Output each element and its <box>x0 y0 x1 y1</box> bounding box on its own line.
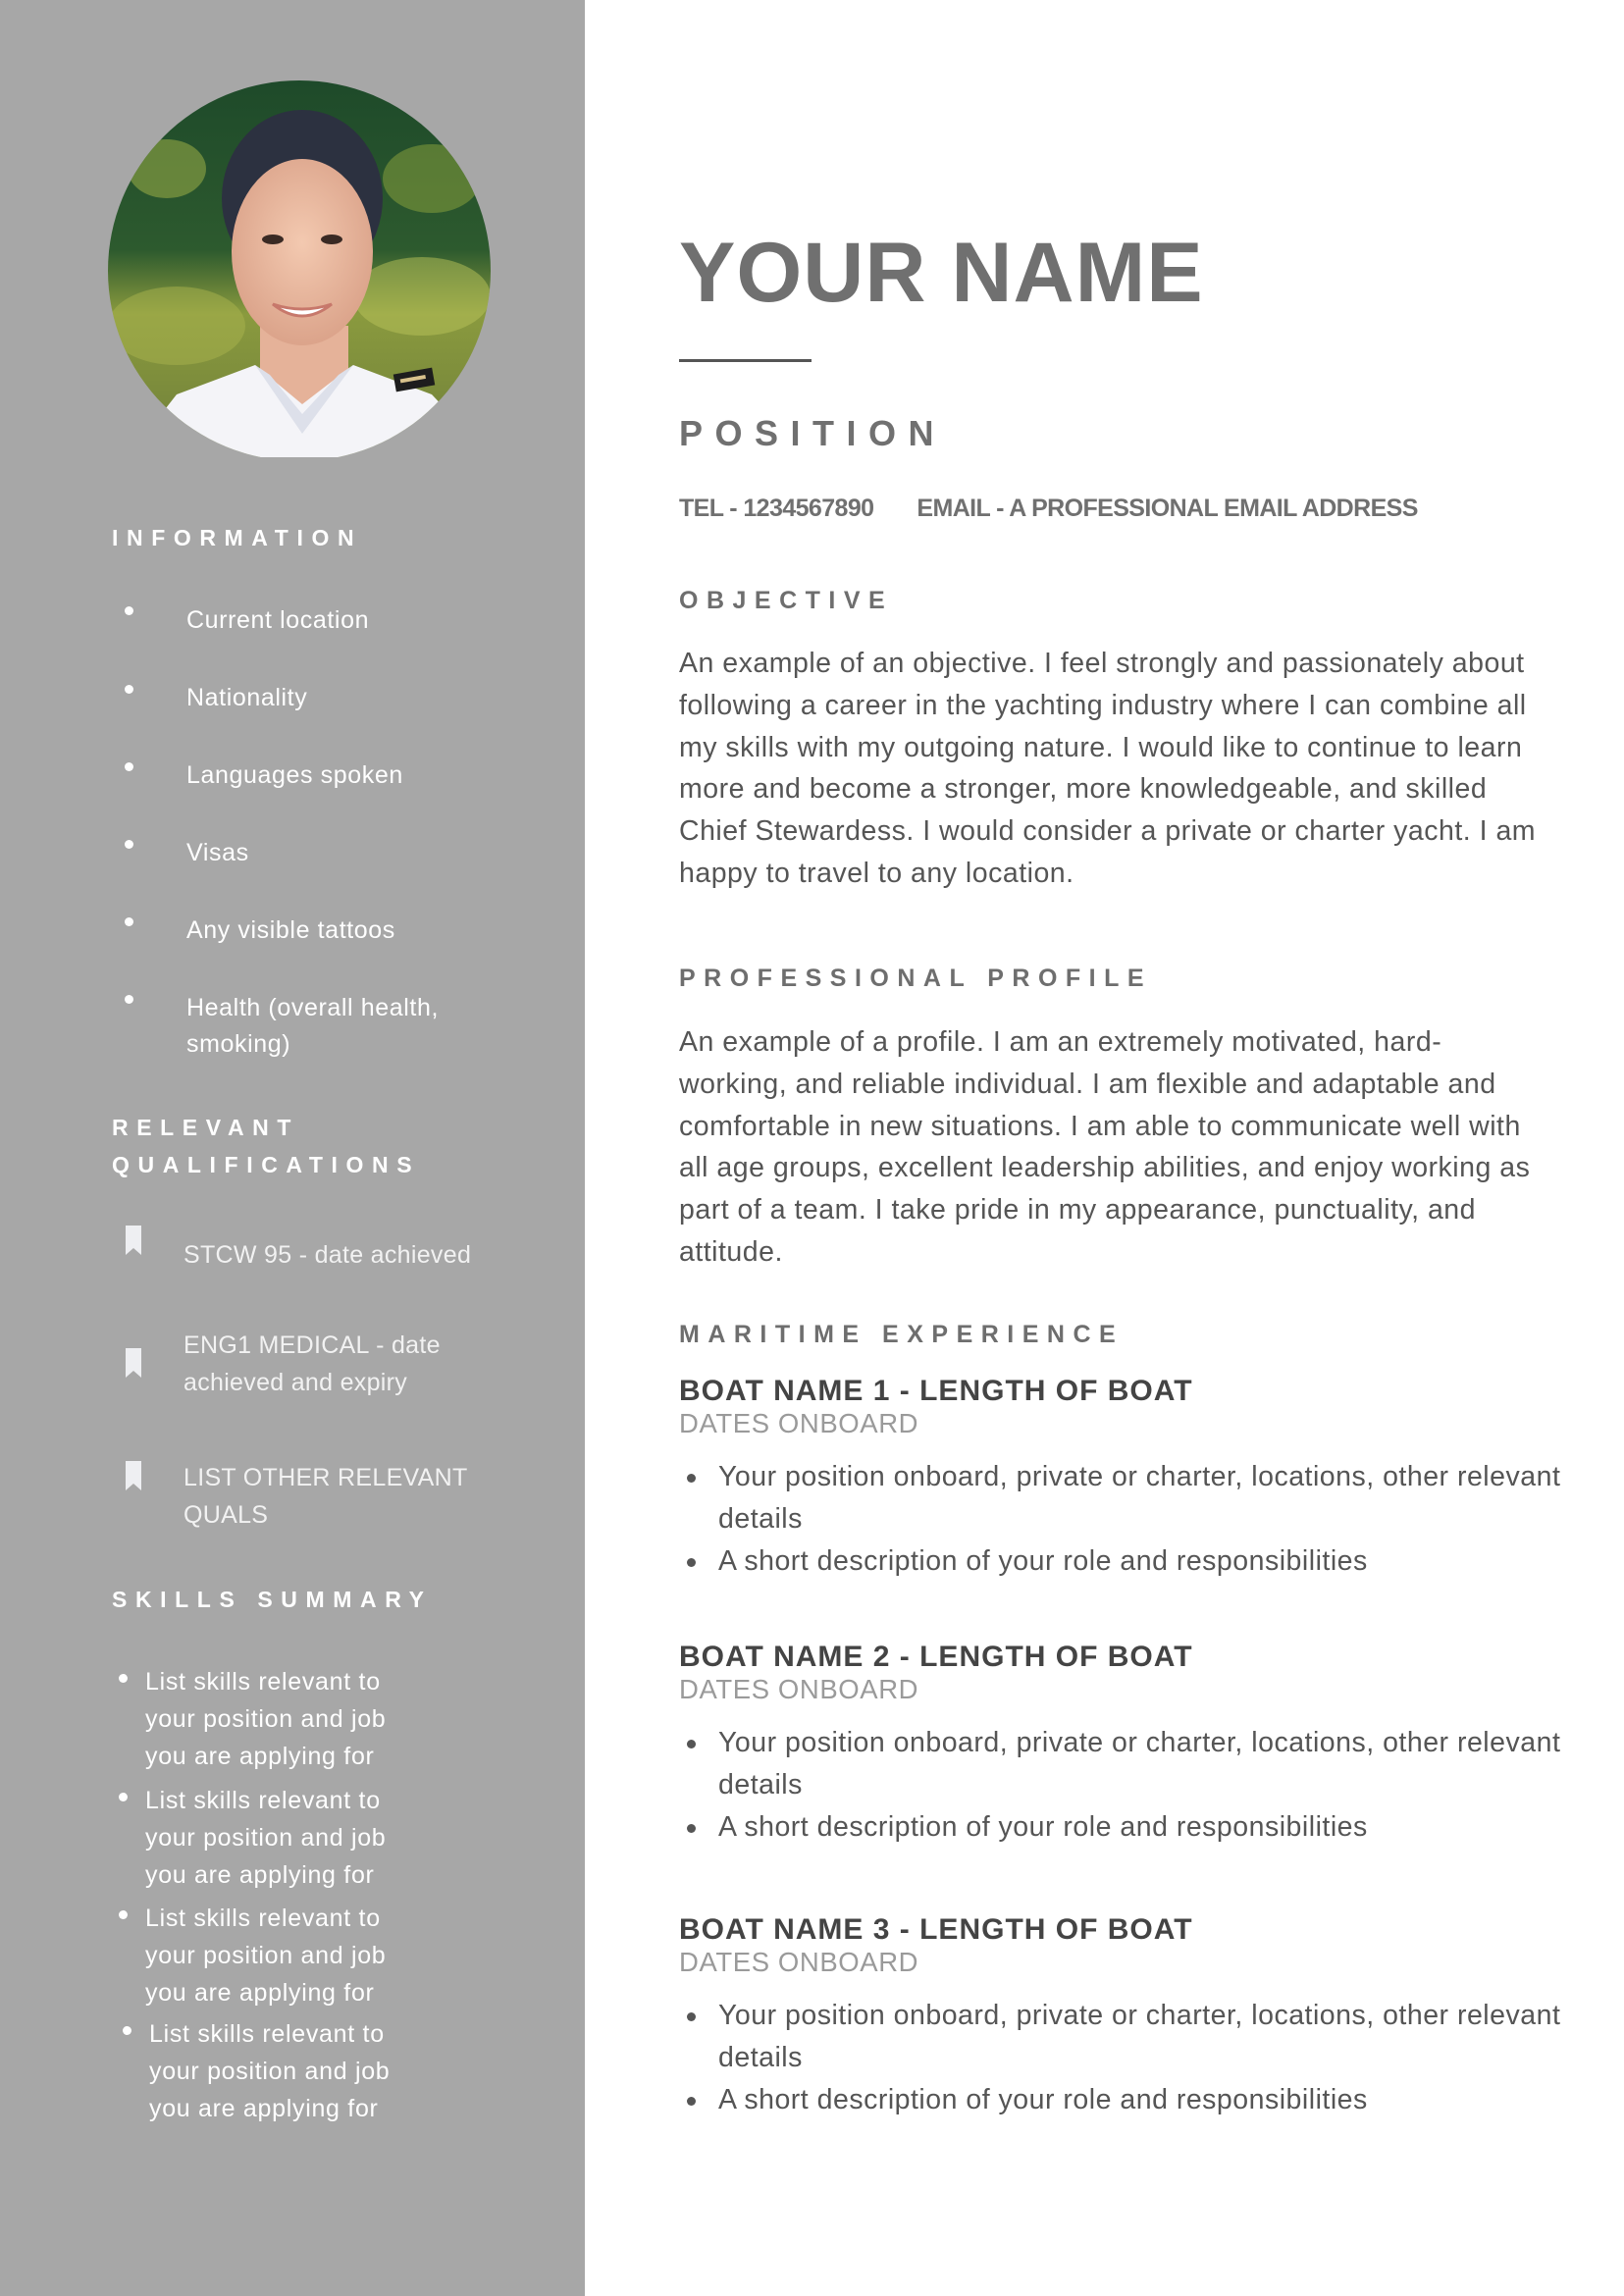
experience-bullet <box>679 1540 1562 1583</box>
skill-label: List skills relevant to your position and job you are applying for <box>145 1787 387 1889</box>
dates-onboard: DATES ONBOARD <box>679 1947 919 1977</box>
position-title: POSITION <box>679 413 947 453</box>
name-divider <box>679 359 812 362</box>
objective-text: An example of an objective. I feel strongly and passionately about following a career in the yachting industry where I can combine all my skills with my outgoing nature. I would like to continue to learn more and become a stronger, more knowledgeable, and skilled Chief Stewardess. I would consider a private or charter yacht. I am happy to travel to any location. <box>679 648 1537 889</box>
bullet-icon <box>687 1824 696 1833</box>
experience-bullet <box>679 2079 1562 2121</box>
bookmark-icon <box>126 1348 141 1378</box>
bullet-icon <box>119 1793 128 1801</box>
candidate-name: YOUR NAME <box>679 226 1204 320</box>
skill-label: List skills relevant to your position and job you are applying for <box>145 1905 387 2007</box>
telephone: TEL - 1234567890 <box>679 495 874 522</box>
experience-bullet <box>679 1806 1562 1849</box>
experience-bullets <box>679 1995 1562 2120</box>
experience-bullets <box>679 1456 1562 1582</box>
qualification-label: LIST OTHER RELEVANT QUALS <box>183 1464 468 1529</box>
skills-heading: SKILLS SUMMARY <box>112 1587 433 1612</box>
skill-label: List skills relevant to your position and job you are applying for <box>145 1668 387 1770</box>
boat-name: BOAT NAME 1 - LENGTH OF BOAT <box>679 1375 1193 1407</box>
qualification-label: STCW 95 - date achieved <box>183 1241 472 1269</box>
bullet-icon <box>687 2012 696 2021</box>
bullet-icon <box>125 685 133 694</box>
info-item-label: Languages spoken <box>186 761 403 789</box>
bullet-icon <box>125 762 133 771</box>
profile-photo <box>108 80 491 457</box>
information-heading: INFORMATION <box>112 525 363 550</box>
info-item-label: Health (overall health, smoking) <box>186 994 439 1058</box>
experience-entry <box>679 1372 1562 1582</box>
bullet-icon <box>125 917 133 926</box>
info-item-label: Current location <box>186 606 370 634</box>
experience-entry <box>679 1638 1562 1848</box>
bookmark-icon <box>126 1226 141 1255</box>
bullet-icon <box>687 1474 696 1483</box>
dates-onboard: DATES ONBOARD <box>679 1408 919 1438</box>
bullet-icon <box>125 606 133 615</box>
experience-heading: MARITIME EXPERIENCE <box>679 1321 1125 1348</box>
objective-heading: OBJECTIVE <box>679 587 894 614</box>
bullet-icon <box>687 1558 696 1567</box>
qualifications-heading-line2: QUALIFICATIONS <box>112 1152 421 1177</box>
experience-bullet <box>679 1722 1562 1806</box>
info-item-label: Any visible tattoos <box>186 916 395 944</box>
bullet-text: Your position onboard, private or charter, locations, other relevant details <box>718 1461 1561 1535</box>
email: EMAIL - A PROFESSIONAL EMAIL ADDRESS <box>917 495 1418 522</box>
profile-heading: PROFESSIONAL PROFILE <box>679 965 1153 992</box>
bullet-icon <box>119 1674 128 1683</box>
bullet-text: A short description of your role and responsibilities <box>718 2083 1368 2115</box>
bullet-text: A short description of your role and responsibilities <box>718 1810 1368 1843</box>
bookmark-icon <box>126 1461 141 1490</box>
bullet-icon <box>125 995 133 1004</box>
info-item-label: Visas <box>186 839 249 866</box>
experience-entry <box>679 1910 1562 2120</box>
bullet-text: Your position onboard, private or charter, locations, other relevant details <box>718 1727 1561 1800</box>
bullet-icon <box>125 840 133 849</box>
sidebar <box>0 0 585 2296</box>
experience-bullets <box>679 1722 1562 1848</box>
info-item-label: Nationality <box>186 684 308 711</box>
boat-name: BOAT NAME 2 - LENGTH OF BOAT <box>679 1641 1193 1673</box>
dates-onboard: DATES ONBOARD <box>679 1674 919 1704</box>
bullet-icon <box>687 2097 696 2106</box>
bullet-icon <box>687 1740 696 1748</box>
qualifications-heading-line1: RELEVANT <box>112 1115 300 1140</box>
experience-bullet <box>679 1995 1562 2079</box>
bullet-icon <box>123 2026 131 2035</box>
main-content <box>585 0 1624 2296</box>
portrait-image <box>108 80 491 457</box>
bullet-text: A short description of your role and responsibilities <box>718 1544 1368 1577</box>
qualification-label: ENG1 MEDICAL - date achieved and expiry <box>183 1331 441 1396</box>
profile-text: An example of a profile. I am an extremely motivated, hard-working, and reliable individual. I am flexible and adaptable and comfortable in new situations. I am able to communicate well with all age groups, excellent leadership abilities, and enjoy working as part of a team. I take pride in my appearance, punctuality, and attitude. <box>679 1026 1531 1268</box>
experience-bullet <box>679 1456 1562 1540</box>
skill-label: List skills relevant to your position and job you are applying for <box>149 2020 391 2122</box>
contact-line <box>679 491 1418 526</box>
bullet-icon <box>119 1910 128 1919</box>
qualifications-heading <box>112 1109 420 1183</box>
bullet-text: Your position onboard, private or charter, locations, other relevant details <box>718 2000 1561 2073</box>
boat-name: BOAT NAME 3 - LENGTH OF BOAT <box>679 1913 1193 1946</box>
